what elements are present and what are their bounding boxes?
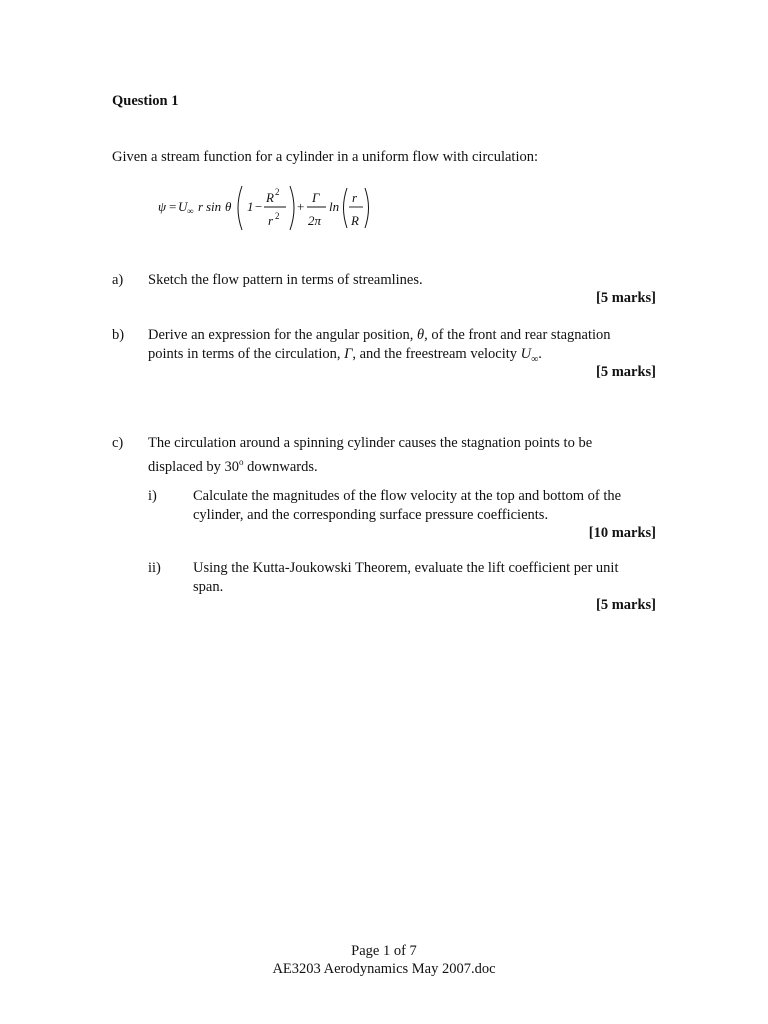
part-b-line1 — [148, 326, 611, 345]
eq-one: 1 — [247, 199, 254, 214]
intro-text: Given a stream function for a cylinder in a uniform flow with circulation: — [112, 149, 539, 165]
theta-symbol: θ — [416, 327, 425, 343]
part-c-line2-pre: displaced by 30 — [148, 458, 240, 475]
part-c-i-line1: Calculate the magnitudes of the flow velocity at the top and bottom of the — [193, 488, 622, 504]
left-paren-1 — [238, 186, 242, 230]
part-b-label: b) — [112, 327, 125, 343]
part-b-marks: [5 marks] — [595, 364, 656, 380]
part-c-ii-marks: [5 marks] — [595, 597, 656, 613]
part-c-i-label: i) — [148, 488, 157, 504]
part-b-line2-mid: , and the freestream velocity — [352, 346, 521, 362]
footer-page-number: Page 1 of 7 — [351, 943, 417, 959]
part-a-label: a) — [112, 272, 124, 288]
part-a-text: Sketch the flow pattern in terms of streamlines. — [148, 272, 423, 288]
part-c-ii-label: ii) — [148, 560, 161, 576]
u-symbol: U — [520, 346, 532, 362]
right-paren-1 — [290, 186, 294, 230]
infinity-subscript: ∞ — [531, 353, 539, 365]
eq-R-exp: 2 — [275, 187, 280, 197]
part-b-line2 — [148, 345, 542, 369]
part-c-ii-line1: Using the Kutta-Joukowski Theorem, evaluate the lift coefficient per unit — [193, 560, 619, 576]
eq-ln: ln — [329, 199, 340, 214]
degree-superscript: o — [239, 457, 244, 467]
part-b-line1-pre: Derive an expression for the angular position, — [148, 327, 417, 343]
part-b-line2-end: . — [538, 346, 542, 362]
eq-equals: = — [169, 199, 177, 214]
eq-R: R — [266, 190, 274, 205]
question-title: Question 1 — [112, 93, 179, 109]
part-c-line1: The circulation around a spinning cylinder causes the stagnation points to be — [148, 435, 593, 451]
part-c-i-line2: cylinder, and the corresponding surface pressure coefficients. — [193, 507, 549, 523]
eq-Gamma: Γ — [312, 190, 320, 205]
left-paren-2 — [344, 188, 348, 228]
eq-r-num: r — [352, 190, 358, 205]
part-c-i-marks: [10 marks] — [588, 525, 656, 541]
eq-r: r — [198, 199, 204, 214]
stream-function-equation — [150, 180, 390, 236]
part-b-line1-post: , of the front and rear stagnation — [424, 327, 611, 343]
eq-r-den: r — [268, 213, 274, 228]
eq-r-exp: 2 — [275, 211, 280, 221]
eq-twopi: 2π — [308, 213, 322, 228]
part-b-line2-pre: points in terms of the circulation, — [148, 346, 345, 362]
gamma-symbol: Γ — [344, 346, 353, 362]
part-c-line2-post: downwards. — [243, 458, 318, 475]
part-a-marks: [5 marks] — [595, 290, 656, 306]
eq-sin: sin — [206, 199, 222, 214]
part-c-line2 — [148, 453, 318, 477]
eq-minus: − — [255, 199, 263, 214]
right-paren-2 — [365, 188, 369, 228]
eq-psi: ψ — [158, 199, 167, 214]
part-c-label: c) — [112, 435, 124, 451]
eq-R-den: R — [351, 213, 359, 228]
eq-plus: + — [297, 199, 305, 214]
part-c-ii-line2: span. — [193, 579, 224, 595]
eq-theta: θ — [225, 199, 232, 214]
eq-U: U — [178, 199, 188, 214]
footer-document-name: AE3203 Aerodynamics May 2007.doc — [272, 961, 496, 977]
eq-inf-sub: ∞ — [187, 206, 194, 216]
